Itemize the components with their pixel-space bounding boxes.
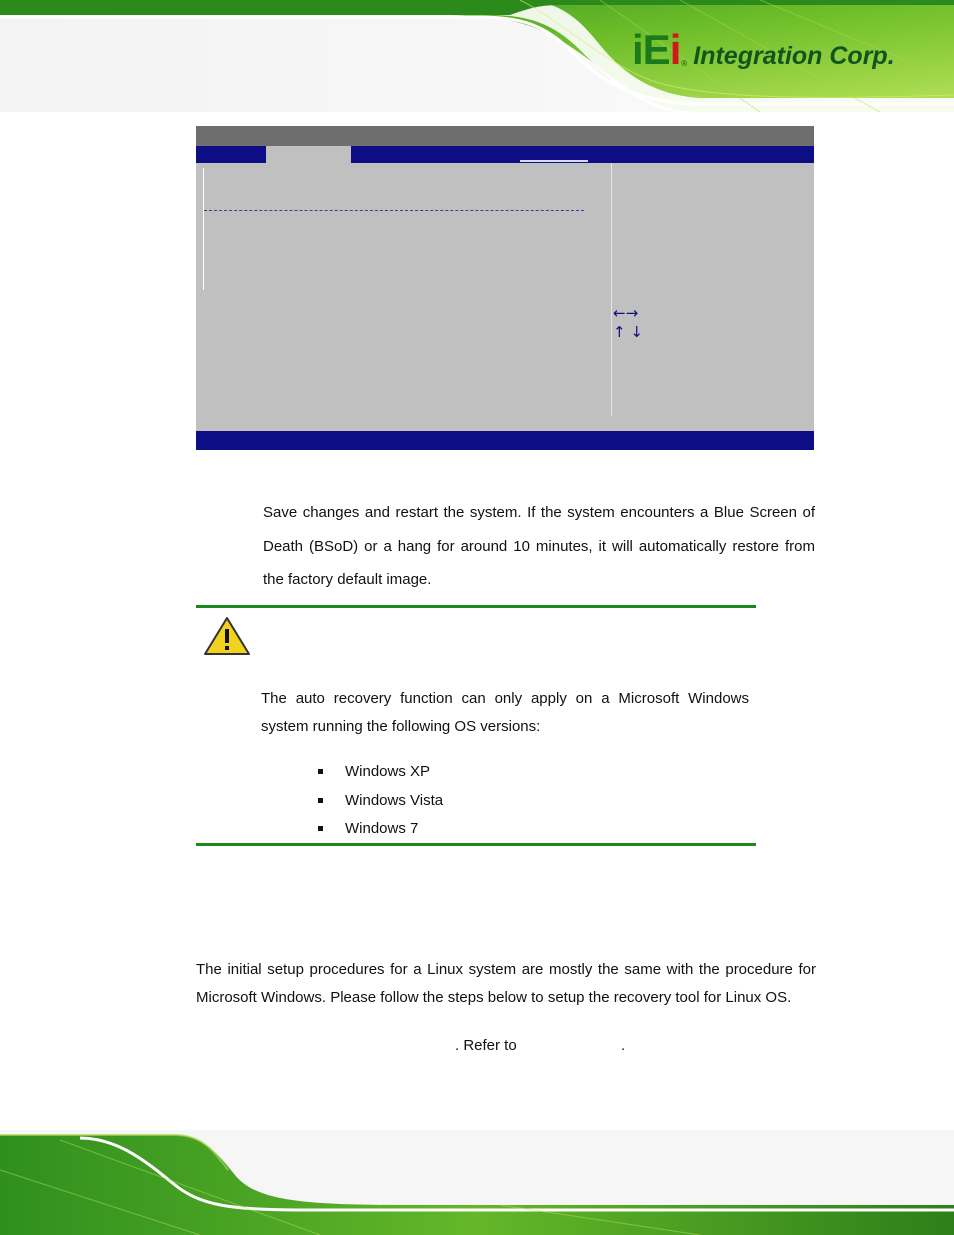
refer-to-text: . Refer to [455, 1037, 517, 1054]
logo-mark-left: iE [632, 26, 670, 73]
note-bottom-rule [196, 843, 756, 846]
company-logo [632, 26, 895, 73]
bios-help-divider [611, 163, 612, 416]
logo-mark-right: i [669, 26, 681, 73]
save-description: Save changes and restart the system. If the system encounters a Blue Screen of Death (BSoD) or a hang for around 10 minutes, it will automatically restore from the factory default image. [263, 504, 815, 588]
warning-icon [203, 616, 251, 656]
footer-graphic [0, 1130, 954, 1235]
header-banner [0, 0, 954, 112]
footer-banner [0, 1130, 954, 1235]
bios-left-edge [203, 168, 204, 290]
bios-tab-bar [196, 146, 814, 163]
logo-registered: ® [681, 59, 688, 68]
list-item: Windows XP [318, 758, 443, 787]
up-down-arrows-icon: ↑ ↓ [613, 323, 643, 341]
bios-key-hints [613, 304, 643, 342]
list-item: Windows 7 [318, 815, 443, 844]
period-text: . [621, 1037, 626, 1054]
left-right-arrows-icon: ←→ [613, 304, 639, 322]
bios-title-bar [196, 126, 814, 146]
os-version-list [318, 758, 443, 844]
bios-tab-marker [520, 160, 588, 162]
bios-screen [196, 126, 814, 450]
list-item: Windows Vista [318, 787, 443, 816]
note-top-rule [196, 605, 756, 608]
logo-text: Integration Corp. [693, 42, 895, 70]
logo-mark [632, 26, 681, 73]
bios-separator-line [204, 210, 584, 211]
linux-setup-paragraph: The initial setup procedures for a Linux system are mostly the same with the procedure for Microsoft Windows. Please follow the steps below to setup the recovery tool for Linux OS. [196, 961, 816, 1006]
note-text: The auto recovery function can only apply on a Microsoft Windows system running the following OS versions: [261, 690, 749, 735]
bios-footer-bar [196, 431, 814, 450]
bios-tab-active[interactable] [266, 146, 351, 163]
